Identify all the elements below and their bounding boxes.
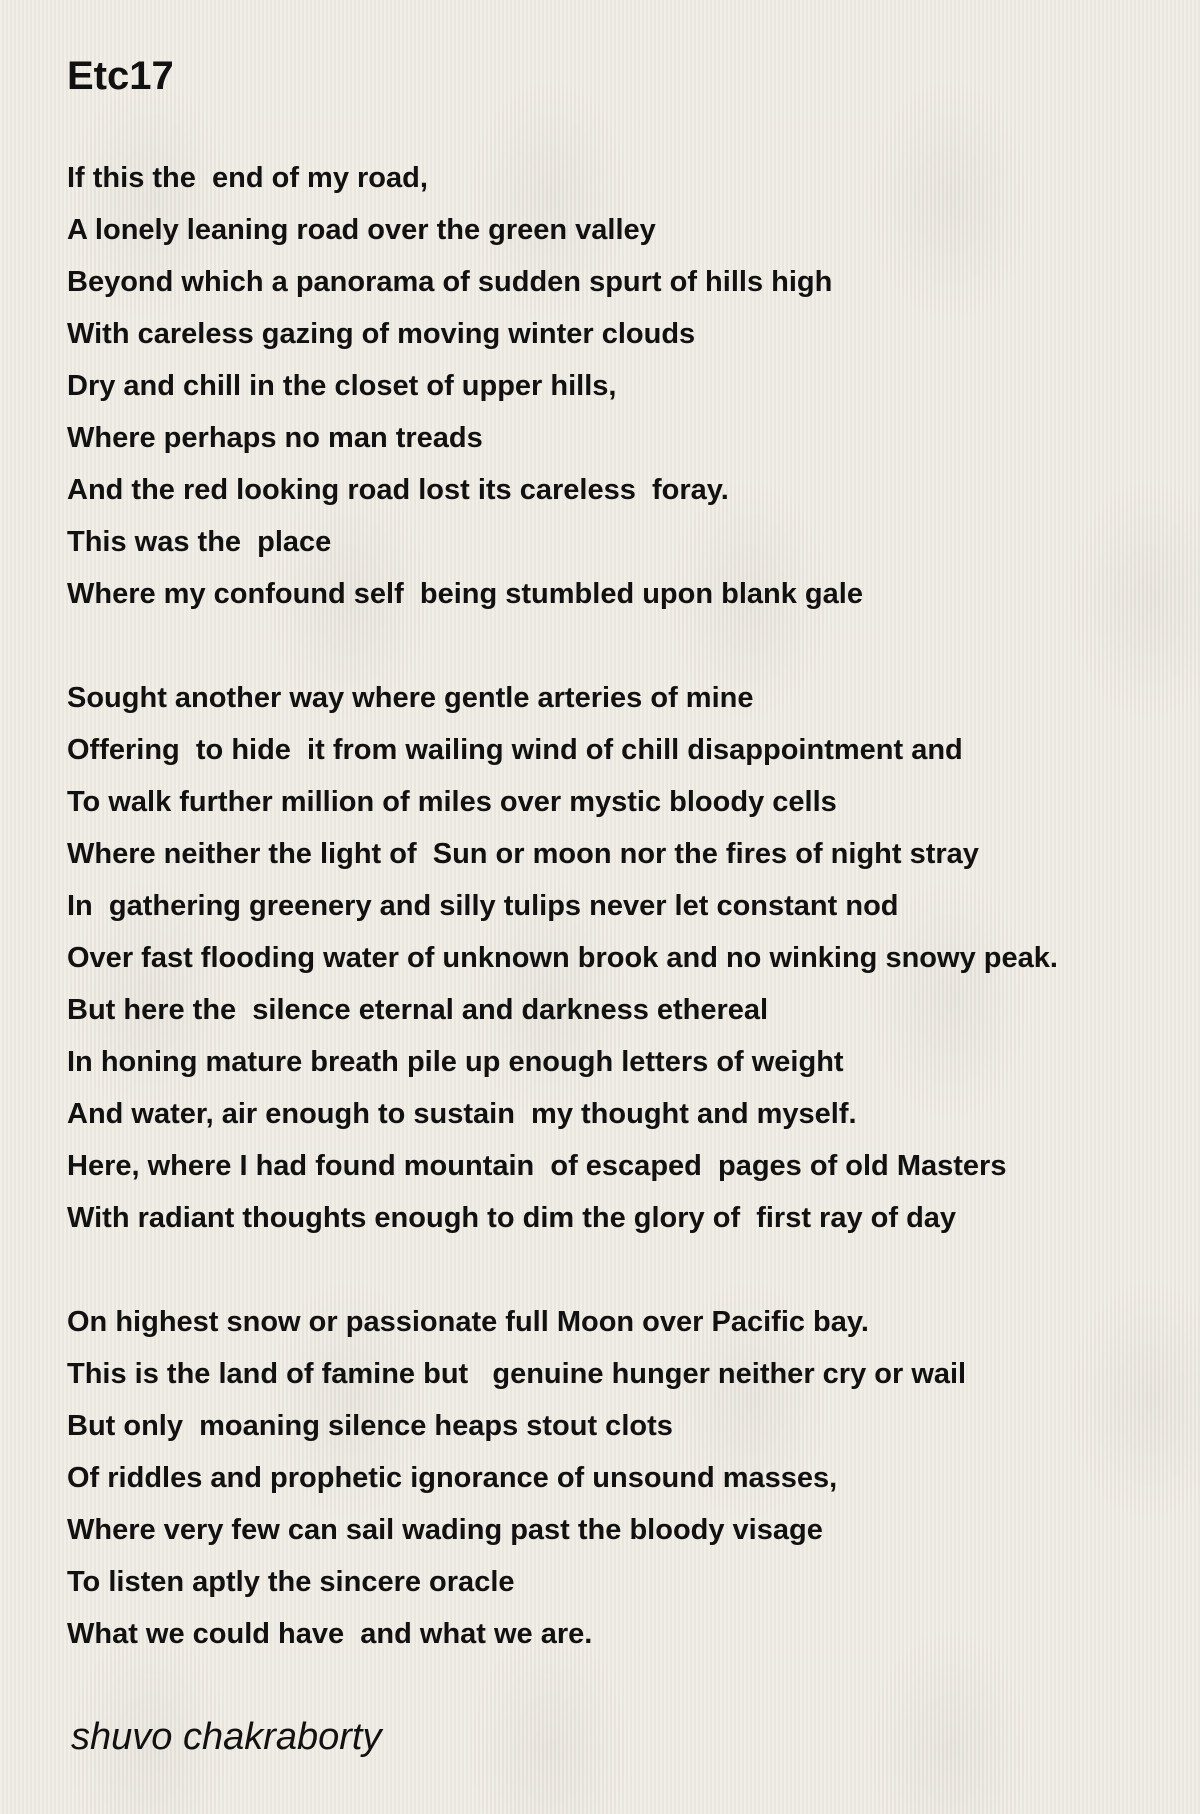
poem-line: If this the end of my road, [67,162,428,194]
poem-line: And the red looking road lost its careless foray. [67,474,729,506]
poem-line: With careless gazing of moving winter clouds [67,318,696,350]
stanza-1 [67,152,1187,620]
stanza-2 [67,672,1187,1244]
poem-line: Where very few can sail wading past the bloody visage [67,1514,823,1546]
poem-line: Where my confound self being stumbled upon blank gale [67,578,863,610]
poem-line: This was the place [67,526,332,558]
poem-line: This is the land of famine but genuine hunger neither cry or wail [67,1358,967,1390]
poem-line: To walk further million of miles over mystic bloody cells [67,786,837,818]
poem-line: Where neither the light of Sun or moon nor the fires of night stray [67,838,979,870]
poem-line: But here the silence eternal and darkness ethereal [67,994,769,1026]
poem-line: Sought another way where gentle arteries of mine [67,682,754,714]
poem-line: With radiant thoughts enough to dim the glory of first ray of day [67,1202,957,1234]
poem-line: What we could have and what we are. [67,1618,593,1650]
poem-line: In honing mature breath pile up enough letters of weight [67,1046,844,1078]
poem-line: Of riddles and prophetic ignorance of unsound masses, [67,1462,838,1494]
poem-line: Dry and chill in the closet of upper hills, [67,370,617,402]
poem-line: In gathering greenery and silly tulips never let constant nod [67,890,899,922]
poem-title: Etc17 [67,54,174,98]
poem-line: Beyond which a panorama of sudden spurt of hills high [67,266,833,298]
poem-line: But only moaning silence heaps stout clots [67,1410,673,1442]
poem-line: Here, where I had found mountain of escaped pages of old Masters [67,1150,1007,1182]
poem-line: Over fast flooding water of unknown brook and no winking snowy peak. [67,942,1058,974]
stanza-3 [67,1296,1187,1660]
poem-page [67,50,1187,102]
poem-line: To listen aptly the sincere oracle [67,1566,515,1598]
poem-line: A lonely leaning road over the green valley [67,214,656,246]
poem-author: shuvo chakraborty [71,1716,382,1758]
poem-line: And water, air enough to sustain my thought and myself. [67,1098,857,1130]
poem-line: Offering to hide it from wailing wind of chill disappointment and [67,734,963,766]
poem-line: On highest snow or passionate full Moon over Pacific bay. [67,1306,869,1338]
poem-body [67,152,1187,1712]
poem-line: Where perhaps no man treads [67,422,483,454]
